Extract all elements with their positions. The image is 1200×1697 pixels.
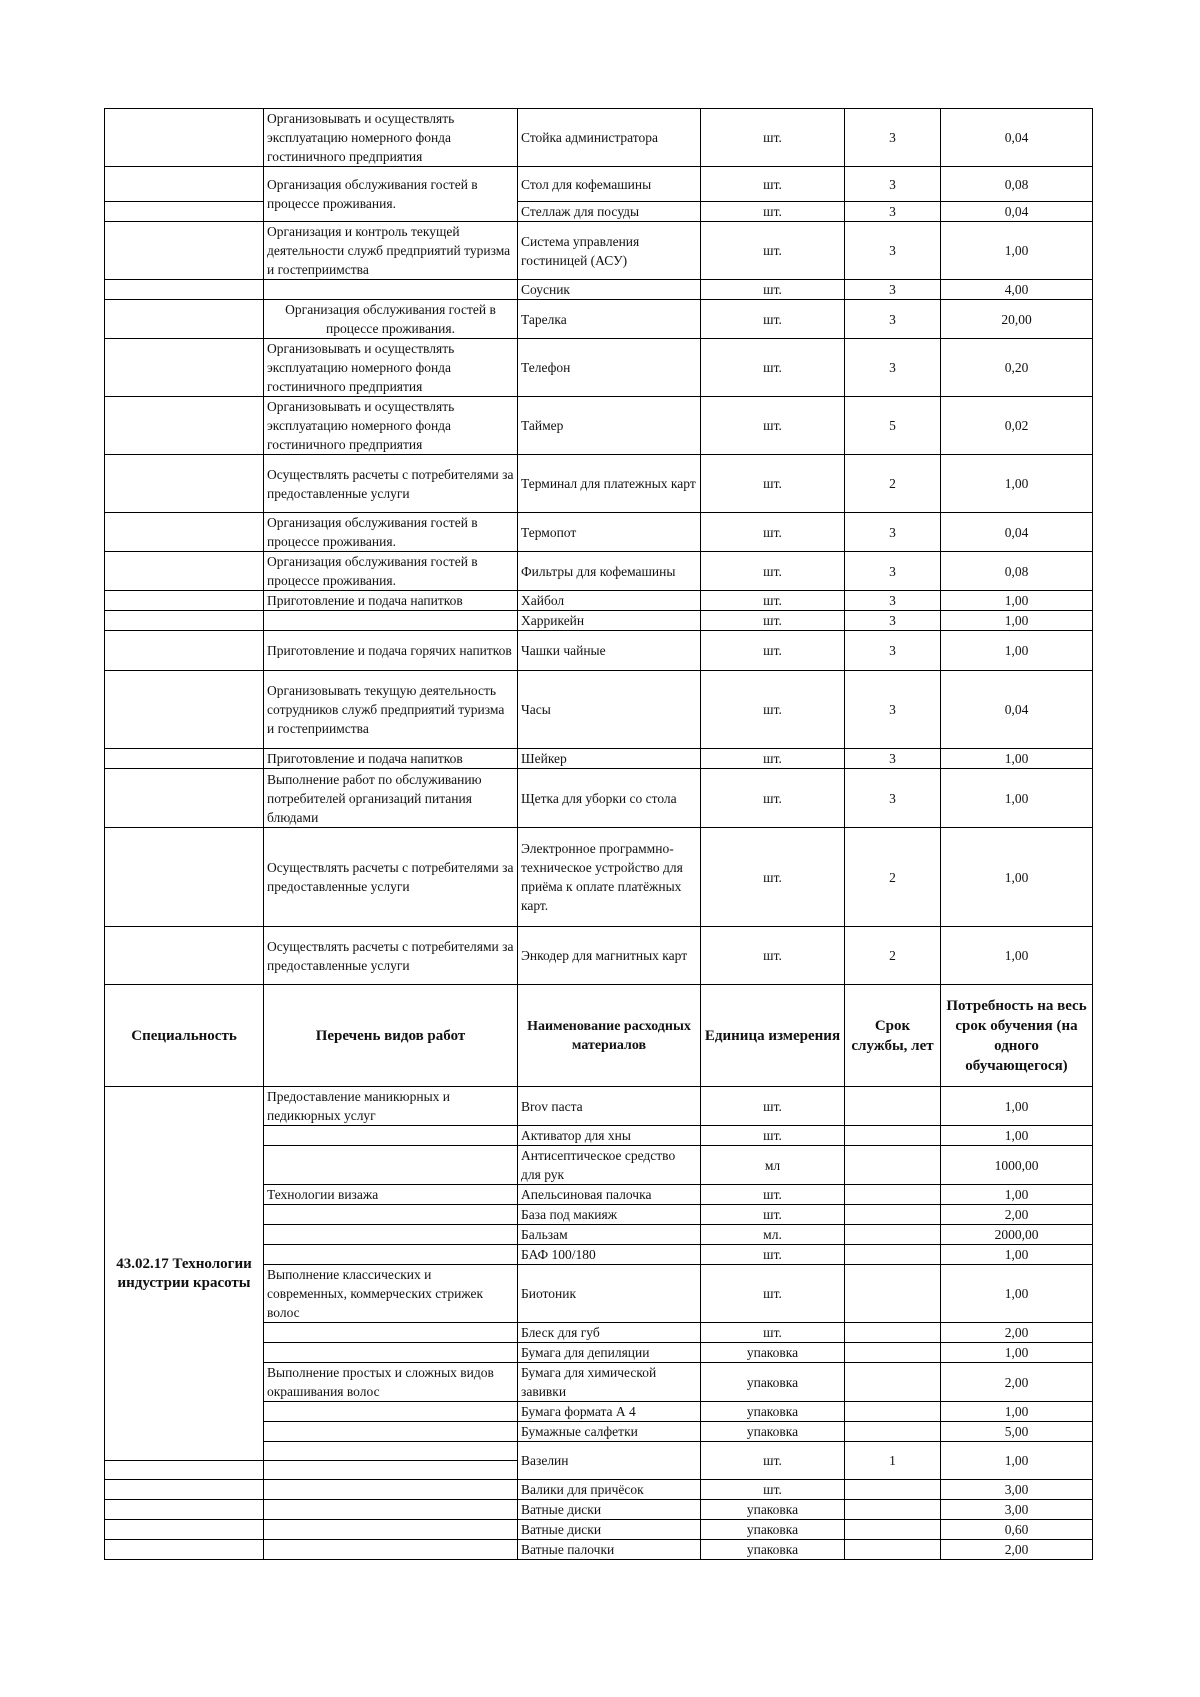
table-row bbox=[105, 397, 1093, 455]
unit-cell: шт. bbox=[701, 1205, 845, 1225]
specialty-cell bbox=[105, 828, 264, 927]
work-cell bbox=[264, 1323, 518, 1343]
life-cell: 2 bbox=[845, 455, 941, 513]
need-cell: 2,00 bbox=[941, 1323, 1093, 1343]
specialty-cell bbox=[105, 611, 264, 631]
unit-cell: упаковка bbox=[701, 1500, 845, 1520]
unit-cell: шт. bbox=[701, 591, 845, 611]
need-cell: 1,00 bbox=[941, 611, 1093, 631]
table-row bbox=[105, 1480, 1093, 1500]
specialty-cell bbox=[105, 222, 264, 280]
need-cell: 2,00 bbox=[941, 1205, 1093, 1225]
need-cell: 1,00 bbox=[941, 1265, 1093, 1323]
life-cell: 3 bbox=[845, 671, 941, 749]
work-cell bbox=[264, 1146, 518, 1185]
item-cell: Бумага для химической завивки bbox=[518, 1363, 701, 1402]
need-cell: 0,04 bbox=[941, 671, 1093, 749]
table-row bbox=[105, 631, 1093, 671]
work-cell: Организовывать текущую деятельность сотрудников служб предприятий туризма и гостеприимства bbox=[264, 671, 518, 749]
need-cell: 0,04 bbox=[941, 513, 1093, 552]
item-cell: Терминал для платежных карт bbox=[518, 455, 701, 513]
work-cell bbox=[264, 1500, 518, 1520]
column-header-need: Потребность на весь срок обучения (на одного обучающегося) bbox=[941, 985, 1093, 1087]
specialty-cell bbox=[105, 280, 264, 300]
item-cell: Биотоник bbox=[518, 1265, 701, 1323]
life-cell: 3 bbox=[845, 513, 941, 552]
item-cell: Электронное программно-техническое устройство для приёма к оплате платёжных карт. bbox=[518, 828, 701, 927]
need-cell: 1,00 bbox=[941, 1343, 1093, 1363]
work-cell: Осуществлять расчеты с потребителями за предоставленные услуги bbox=[264, 927, 518, 985]
unit-cell: шт. bbox=[701, 1245, 845, 1265]
item-cell: Стойка администратора bbox=[518, 109, 701, 167]
life-cell bbox=[845, 1540, 941, 1560]
item-cell: Бальзам bbox=[518, 1225, 701, 1245]
work-cell: Выполнение классических и современных, коммерческих стрижек волос bbox=[264, 1265, 518, 1323]
table-row bbox=[105, 1520, 1093, 1540]
specialty-cell bbox=[105, 749, 264, 769]
item-cell: БАФ 100/180 bbox=[518, 1245, 701, 1265]
life-cell bbox=[845, 1265, 941, 1323]
life-cell: 2 bbox=[845, 927, 941, 985]
life-cell bbox=[845, 1245, 941, 1265]
specialty-cell bbox=[105, 927, 264, 985]
unit-cell: шт. bbox=[701, 1185, 845, 1205]
unit-cell: шт. bbox=[701, 1265, 845, 1323]
column-header-works: Перечень видов работ bbox=[264, 985, 518, 1087]
work-cell: Организация обслуживания гостей в процессе проживания. bbox=[264, 513, 518, 552]
work-cell bbox=[264, 1225, 518, 1245]
specialty-cell bbox=[105, 631, 264, 671]
life-cell: 3 bbox=[845, 339, 941, 397]
specialty-cell bbox=[105, 1461, 264, 1480]
table-row bbox=[105, 611, 1093, 631]
life-cell: 2 bbox=[845, 828, 941, 927]
table-row bbox=[105, 749, 1093, 769]
need-cell: 2000,00 bbox=[941, 1225, 1093, 1245]
unit-cell: шт. bbox=[701, 611, 845, 631]
work-cell: Приготовление и подача горячих напитков bbox=[264, 631, 518, 671]
column-header-materials: Наименование расходных материалов bbox=[518, 985, 701, 1087]
table-row bbox=[105, 202, 1093, 222]
unit-cell: шт. bbox=[701, 749, 845, 769]
item-cell: Вазелин bbox=[518, 1442, 701, 1480]
life-cell bbox=[845, 1205, 941, 1225]
item-cell: Термопот bbox=[518, 513, 701, 552]
life-cell: 3 bbox=[845, 167, 941, 202]
work-cell bbox=[264, 1343, 518, 1363]
need-cell: 1,00 bbox=[941, 749, 1093, 769]
unit-cell: шт. bbox=[701, 339, 845, 397]
item-cell: Бумага для депиляции bbox=[518, 1343, 701, 1363]
work-cell bbox=[264, 611, 518, 631]
life-cell: 3 bbox=[845, 611, 941, 631]
specialty-cell bbox=[105, 1520, 264, 1540]
unit-cell: шт. bbox=[701, 222, 845, 280]
work-cell bbox=[264, 1480, 518, 1500]
table-row bbox=[105, 300, 1093, 339]
item-cell: Ватные диски bbox=[518, 1520, 701, 1540]
work-cell bbox=[264, 1126, 518, 1146]
unit-cell: шт. bbox=[701, 109, 845, 167]
life-cell: 3 bbox=[845, 631, 941, 671]
unit-cell: шт. bbox=[701, 1480, 845, 1500]
specialty-cell bbox=[105, 167, 264, 202]
table-row bbox=[105, 1087, 1093, 1126]
life-cell: 3 bbox=[845, 300, 941, 339]
work-cell: Технологии визажа bbox=[264, 1185, 518, 1205]
need-cell: 3,00 bbox=[941, 1500, 1093, 1520]
unit-cell: шт. bbox=[701, 300, 845, 339]
need-cell: 0,08 bbox=[941, 552, 1093, 591]
unit-cell: шт. bbox=[701, 513, 845, 552]
table-row bbox=[105, 280, 1093, 300]
life-cell bbox=[845, 1146, 941, 1185]
need-cell: 1,00 bbox=[941, 222, 1093, 280]
specialty-cell bbox=[105, 109, 264, 167]
item-cell: Антисептическое средство для рук bbox=[518, 1146, 701, 1185]
need-cell: 4,00 bbox=[941, 280, 1093, 300]
column-header-unit: Единица измерения bbox=[701, 985, 845, 1087]
unit-cell: упаковка bbox=[701, 1363, 845, 1402]
item-cell: База под макияж bbox=[518, 1205, 701, 1225]
item-cell: Хайбол bbox=[518, 591, 701, 611]
work-cell: Осуществлять расчеты с потребителями за предоставленные услуги bbox=[264, 828, 518, 927]
item-cell: Стол для кофемашины bbox=[518, 167, 701, 202]
unit-cell: шт. bbox=[701, 671, 845, 749]
item-cell: Тарелка bbox=[518, 300, 701, 339]
work-cell bbox=[264, 1245, 518, 1265]
need-cell: 1,00 bbox=[941, 631, 1093, 671]
need-cell: 2,00 bbox=[941, 1363, 1093, 1402]
need-cell: 0,08 bbox=[941, 167, 1093, 202]
item-cell: Апельсиновая палочка bbox=[518, 1185, 701, 1205]
unit-cell: шт. bbox=[701, 1323, 845, 1343]
item-cell: Бумага формата А 4 bbox=[518, 1402, 701, 1422]
unit-cell: шт. bbox=[701, 828, 845, 927]
item-cell: Таймер bbox=[518, 397, 701, 455]
need-cell: 0,04 bbox=[941, 202, 1093, 222]
need-cell: 0,20 bbox=[941, 339, 1093, 397]
work-cell: Выполнение работ по обслуживанию потребителей организаций питания блюдами bbox=[264, 769, 518, 828]
need-cell: 1,00 bbox=[941, 1126, 1093, 1146]
unit-cell: шт. bbox=[701, 927, 845, 985]
unit-cell: шт. bbox=[701, 1442, 845, 1480]
specialty-cell bbox=[105, 1540, 264, 1560]
unit-cell: мл. bbox=[701, 1225, 845, 1245]
table-row bbox=[105, 1500, 1093, 1520]
table-row bbox=[105, 552, 1093, 591]
work-cell bbox=[264, 280, 518, 300]
unit-cell: шт. bbox=[701, 1087, 845, 1126]
unit-cell: упаковка bbox=[701, 1520, 845, 1540]
life-cell: 1 bbox=[845, 1442, 941, 1480]
life-cell bbox=[845, 1520, 941, 1540]
need-cell: 1,00 bbox=[941, 591, 1093, 611]
need-cell: 2,00 bbox=[941, 1540, 1093, 1560]
table-row bbox=[105, 828, 1093, 927]
specialty-cell bbox=[105, 513, 264, 552]
work-cell bbox=[264, 1402, 518, 1422]
life-cell: 3 bbox=[845, 552, 941, 591]
column-header-life: Срок службы, лет bbox=[845, 985, 941, 1087]
item-cell: Система управления гостиницей (АСУ) bbox=[518, 222, 701, 280]
table-header-row bbox=[105, 985, 1093, 1087]
life-cell bbox=[845, 1185, 941, 1205]
specialty-cell bbox=[105, 552, 264, 591]
item-cell: Валики для причёсок bbox=[518, 1480, 701, 1500]
specialty-cell bbox=[105, 300, 264, 339]
item-cell: Харрикейн bbox=[518, 611, 701, 631]
life-cell bbox=[845, 1363, 941, 1402]
unit-cell: упаковка bbox=[701, 1422, 845, 1442]
table-row bbox=[105, 513, 1093, 552]
column-header-specialty: Специальность bbox=[105, 985, 264, 1087]
unit-cell: упаковка bbox=[701, 1343, 845, 1363]
life-cell: 3 bbox=[845, 222, 941, 280]
need-cell: 1000,00 bbox=[941, 1146, 1093, 1185]
specialty-name: 43.02.17 Технологии индустрии красоты bbox=[105, 1087, 264, 1461]
work-cell: Выполнение простых и сложных видов окрашивания волос bbox=[264, 1363, 518, 1402]
need-cell: 1,00 bbox=[941, 1442, 1093, 1480]
life-cell: 3 bbox=[845, 591, 941, 611]
work-cell: Осуществлять расчеты с потребителями за предоставленные услуги bbox=[264, 455, 518, 513]
work-cell bbox=[264, 1461, 518, 1480]
need-cell: 0,60 bbox=[941, 1520, 1093, 1540]
item-cell: Активатор для хны bbox=[518, 1126, 701, 1146]
item-cell: Стеллаж для посуды bbox=[518, 202, 701, 222]
work-cell bbox=[264, 1520, 518, 1540]
item-cell: Ватные диски bbox=[518, 1500, 701, 1520]
specialty-cell bbox=[105, 671, 264, 749]
unit-cell: мл bbox=[701, 1146, 845, 1185]
life-cell bbox=[845, 1343, 941, 1363]
specialty-cell bbox=[105, 769, 264, 828]
work-cell: Организация обслуживания гостей в процессе проживания. bbox=[264, 167, 518, 222]
work-cell bbox=[264, 1422, 518, 1442]
table-row bbox=[105, 222, 1093, 280]
life-cell bbox=[845, 1087, 941, 1126]
item-cell: Шейкер bbox=[518, 749, 701, 769]
work-cell: Организация обслуживания гостей в процессе проживания. bbox=[264, 300, 518, 339]
item-cell: Чашки чайные bbox=[518, 631, 701, 671]
specialty-cell bbox=[105, 591, 264, 611]
unit-cell: шт. bbox=[701, 455, 845, 513]
need-cell: 1,00 bbox=[941, 1245, 1093, 1265]
specialty-cell bbox=[105, 339, 264, 397]
need-cell: 1,00 bbox=[941, 1402, 1093, 1422]
table-row bbox=[105, 927, 1093, 985]
work-cell: Организовывать и осуществлять эксплуатацию номерного фонда гостиничного предприятия bbox=[264, 339, 518, 397]
specialty-cell bbox=[105, 397, 264, 455]
life-cell bbox=[845, 1323, 941, 1343]
unit-cell: шт. bbox=[701, 202, 845, 222]
item-cell: Часы bbox=[518, 671, 701, 749]
item-cell: Телефон bbox=[518, 339, 701, 397]
unit-cell: упаковка bbox=[701, 1540, 845, 1560]
need-cell: 1,00 bbox=[941, 927, 1093, 985]
item-cell: Соусник bbox=[518, 280, 701, 300]
item-cell: Бумажные салфетки bbox=[518, 1422, 701, 1442]
unit-cell: шт. bbox=[701, 1126, 845, 1146]
need-cell: 1,00 bbox=[941, 769, 1093, 828]
life-cell: 3 bbox=[845, 202, 941, 222]
unit-cell: шт. bbox=[701, 631, 845, 671]
item-cell: Щетка для уборки со стола bbox=[518, 769, 701, 828]
unit-cell: шт. bbox=[701, 769, 845, 828]
need-cell: 0,02 bbox=[941, 397, 1093, 455]
work-cell bbox=[264, 1205, 518, 1225]
work-cell bbox=[264, 1540, 518, 1560]
specialty-cell bbox=[105, 202, 264, 222]
table-row bbox=[105, 455, 1093, 513]
work-cell: Предоставление маникюрных и педикюрных услуг bbox=[264, 1087, 518, 1126]
specialty-cell bbox=[105, 1480, 264, 1500]
life-cell bbox=[845, 1422, 941, 1442]
specialty-cell bbox=[105, 1500, 264, 1520]
need-cell: 5,00 bbox=[941, 1422, 1093, 1442]
need-cell: 1,00 bbox=[941, 828, 1093, 927]
work-cell bbox=[264, 1442, 518, 1461]
specialty-cell bbox=[105, 455, 264, 513]
work-cell: Организация обслуживания гостей в процессе проживания. bbox=[264, 552, 518, 591]
unit-cell: шт. bbox=[701, 167, 845, 202]
life-cell bbox=[845, 1402, 941, 1422]
item-cell: Блеск для губ bbox=[518, 1323, 701, 1343]
table-row bbox=[105, 591, 1093, 611]
life-cell: 3 bbox=[845, 769, 941, 828]
life-cell bbox=[845, 1500, 941, 1520]
life-cell bbox=[845, 1480, 941, 1500]
item-cell: Фильтры для кофемашины bbox=[518, 552, 701, 591]
life-cell: 5 bbox=[845, 397, 941, 455]
item-cell: Ватные палочки bbox=[518, 1540, 701, 1560]
table-row bbox=[105, 167, 1093, 202]
need-cell: 1,00 bbox=[941, 1087, 1093, 1126]
table-row bbox=[105, 339, 1093, 397]
need-cell: 1,00 bbox=[941, 455, 1093, 513]
life-cell bbox=[845, 1126, 941, 1146]
unit-cell: шт. bbox=[701, 552, 845, 591]
need-cell: 3,00 bbox=[941, 1480, 1093, 1500]
unit-cell: шт. bbox=[701, 280, 845, 300]
need-cell: 0,04 bbox=[941, 109, 1093, 167]
unit-cell: упаковка bbox=[701, 1402, 845, 1422]
item-cell: Энкодер для магнитных карт bbox=[518, 927, 701, 985]
table-row bbox=[105, 109, 1093, 167]
materials-table bbox=[104, 108, 1093, 1560]
table-row bbox=[105, 769, 1093, 828]
work-cell: Приготовление и подача напитков bbox=[264, 749, 518, 769]
work-cell: Организация и контроль текущей деятельности служб предприятий туризма и гостеприимства bbox=[264, 222, 518, 280]
unit-cell: шт. bbox=[701, 397, 845, 455]
table-row bbox=[105, 1540, 1093, 1560]
work-cell: Организовывать и осуществлять эксплуатацию номерного фонда гостиничного предприятия bbox=[264, 109, 518, 167]
need-cell: 20,00 bbox=[941, 300, 1093, 339]
life-cell: 3 bbox=[845, 280, 941, 300]
work-cell: Приготовление и подача напитков bbox=[264, 591, 518, 611]
life-cell bbox=[845, 1225, 941, 1245]
life-cell: 3 bbox=[845, 749, 941, 769]
table-row bbox=[105, 671, 1093, 749]
item-cell: Brov паста bbox=[518, 1087, 701, 1126]
work-cell: Организовывать и осуществлять эксплуатацию номерного фонда гостиничного предприятия bbox=[264, 397, 518, 455]
need-cell: 1,00 bbox=[941, 1185, 1093, 1205]
life-cell: 3 bbox=[845, 109, 941, 167]
